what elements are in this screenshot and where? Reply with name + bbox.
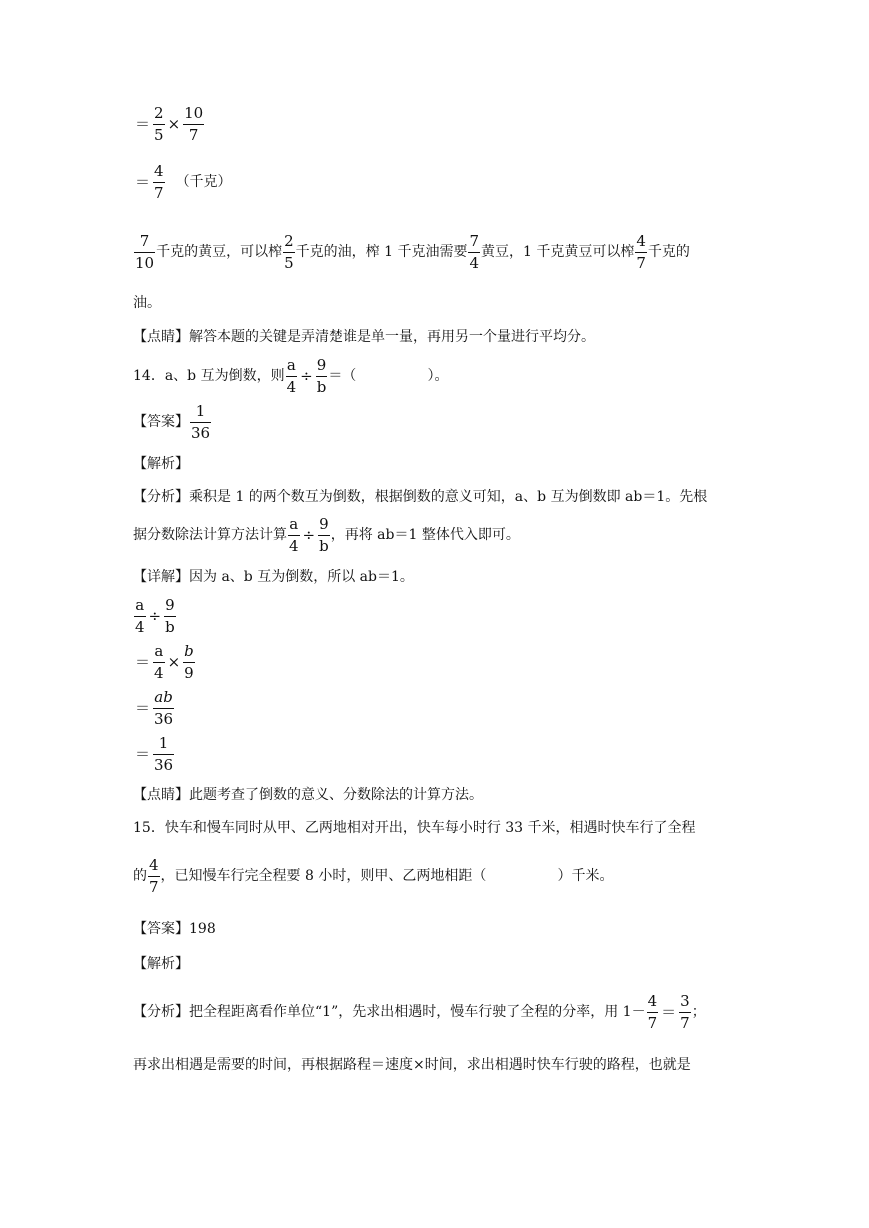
unit-text: （千克）	[175, 174, 232, 190]
fraction: $\frac{9}{b}$	[319, 515, 329, 555]
analysis-15-line2	[133, 1058, 691, 1072]
fraction: $\frac{3}{7}$	[680, 992, 690, 1032]
fraction: $\frac{10}{7}$	[184, 104, 204, 144]
detail-text: 【详解】因为 a、b 互为倒数，所以 ab＝1。	[133, 569, 414, 585]
analysis-14-line2	[133, 516, 520, 554]
question-15-line2	[133, 857, 614, 895]
calc-step-result	[133, 163, 232, 201]
fraction: $\frac{2}{5}$	[284, 232, 294, 272]
tip-text: 【点睛】此题考查了倒数的意义、分数除法的计算方法。	[133, 787, 483, 803]
summary-text: 千克的黄豆，可以榨	[156, 244, 283, 260]
fraction: $\frac{a}{4}$	[289, 515, 299, 555]
divide-sign: ÷	[300, 366, 313, 385]
fraction: $\frac{4}{7}$	[154, 162, 164, 202]
fraction: $\frac{7}{4}$	[469, 232, 479, 272]
analysis-text: 据分数除法计算方法计算	[133, 527, 287, 543]
question-text: 15．快车和慢车同时从甲、乙两地相对开出，快车每小时行 33 千米，相遇时快车行了全程	[133, 820, 696, 836]
fraction: $\frac{7}{10}$	[135, 232, 155, 272]
question-15-line1	[133, 821, 696, 835]
analysis-label: 【解析】	[133, 456, 189, 472]
equals-sign: ＝	[135, 172, 151, 191]
question-blank: ，已知慢车行完全程要 8 小时，则甲、乙两地相距（ ）千米。	[160, 868, 614, 884]
analysis-text: 【分析】把全程距离看作单位“1”，先求出相遇时，慢车行驶了全程的分率，用 1－	[133, 1004, 646, 1020]
question-14	[133, 357, 449, 395]
divide-sign: ÷	[302, 525, 316, 544]
summary-line	[133, 233, 690, 271]
analysis-heading-14	[133, 457, 189, 471]
fraction: $\frac{a}{4}$	[135, 596, 145, 636]
equals-sign: ＝	[135, 744, 151, 763]
fraction: $\frac{9}{b}$	[165, 596, 175, 636]
summary-text: 黄豆，1 千克黄豆可以榨	[481, 244, 635, 260]
analysis-text: ，再将 ab＝1 整体代入即可。	[330, 527, 520, 543]
fraction: $\frac{1}{36}$	[191, 402, 211, 442]
analysis-label: 【解析】	[133, 956, 189, 972]
calc-row-1	[133, 597, 177, 635]
analysis-text: ；	[691, 1004, 706, 1020]
answer-15	[133, 922, 216, 936]
tip-14	[133, 788, 483, 802]
summary-line-end	[133, 296, 161, 310]
fraction: $\frac{4}{7}$	[149, 856, 159, 896]
answer-14	[133, 403, 212, 441]
fraction: $\frac{a}{4}$	[154, 642, 164, 682]
detail-14	[133, 570, 414, 584]
question-text: 的	[133, 868, 147, 884]
fraction: $\frac{2}{5}$	[154, 104, 164, 144]
fraction: $\frac{9}{b}$	[316, 356, 327, 396]
analysis-15-line1	[133, 993, 706, 1031]
fraction: $\frac{a}{4}$	[286, 356, 297, 396]
analysis-14-line1	[133, 490, 707, 504]
summary-text: 油。	[133, 295, 161, 311]
equals-sign: ＝	[135, 652, 151, 671]
equals-sign: ＝	[135, 698, 151, 717]
fraction: $\frac{4}{7}$	[647, 992, 658, 1032]
times-sign: ×	[167, 652, 181, 671]
equals-sign: ＝	[661, 1002, 677, 1021]
calc-row-2	[133, 643, 196, 681]
tip-text: 【点睛】解答本题的关键是弄清楚谁是单一量，再用另一个量进行平均分。	[133, 329, 595, 345]
analysis-text: 再求出相遇是需要的时间，再根据路程＝速度×时间，求出相遇时快车行驶的路程，也就是	[133, 1057, 691, 1073]
calc-row-3	[133, 689, 175, 727]
fraction: $\frac{b}{9}$	[184, 642, 194, 682]
fraction: $\frac{ab}{36}$	[154, 688, 174, 728]
question-blank: ＝（ ）。	[328, 368, 449, 384]
calc-row-4	[133, 735, 175, 773]
fraction: $\frac{4}{7}$	[636, 232, 646, 272]
divide-sign: ÷	[148, 606, 162, 625]
calc-step-multiply	[133, 105, 205, 143]
question-text: 14．a、b 互为倒数，则	[133, 368, 285, 384]
equals-sign: ＝	[135, 114, 151, 133]
times-sign: ×	[167, 114, 181, 133]
answer-text: 【答案】198	[133, 921, 216, 937]
tip-13	[133, 330, 595, 344]
fraction: $\frac{1}{36}$	[154, 734, 174, 774]
analysis-heading-15	[133, 957, 189, 971]
summary-text: 千克的	[647, 244, 690, 260]
answer-label: 【答案】	[133, 414, 189, 430]
summary-text: 千克的油，榨 1 千克油需要	[295, 244, 468, 260]
analysis-text: 【分析】乘积是 1 的两个数互为倒数，根据倒数的意义可知，a、b 互为倒数即 ab＝1。先根	[133, 489, 708, 505]
